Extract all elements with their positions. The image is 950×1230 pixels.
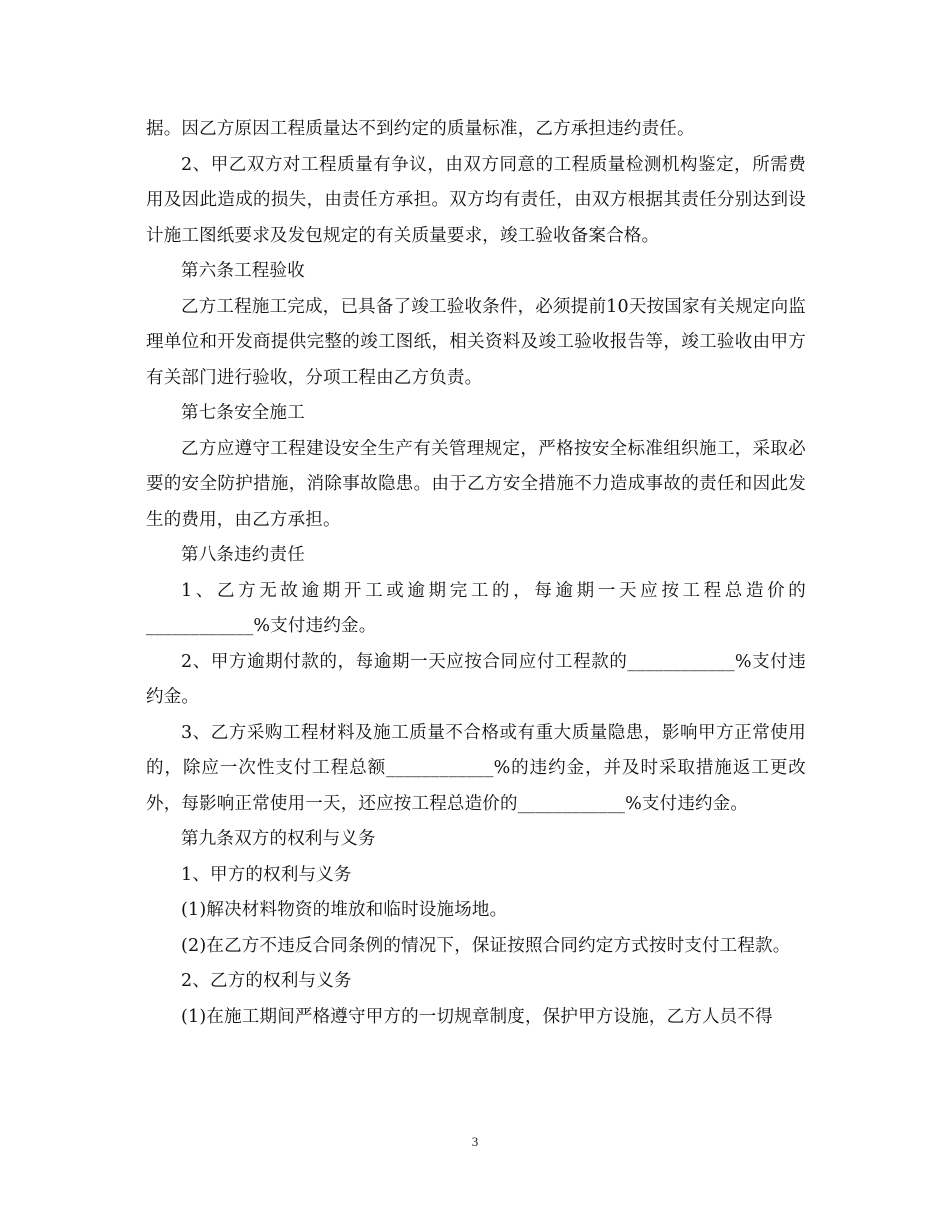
section-heading: 第八条违约责任 bbox=[181, 545, 305, 565]
list-item: (2)在乙方不违反合同条例的情况下，保证按照合同约定方式按时支付工程款。 bbox=[181, 935, 791, 956]
paragraph: 2、甲方逾期付款的，每逾期一天应按合同应付工程款的____________%支付违约金。 bbox=[146, 651, 806, 707]
paragraph: 乙方应遵守工程建设安全生产有关管理规定，严格按安全标准组织施工，采取必要的安全防护措施，消除事故隐患。由于乙方安全措施不力造成事故的责任和因此发生的费用，由乙方承担。 bbox=[146, 438, 806, 530]
section-heading: 第七条安全施工 bbox=[181, 403, 305, 423]
subheading: 2、乙方的权利与义务 bbox=[181, 971, 352, 991]
subheading: 1、甲方的权利与义务 bbox=[181, 864, 352, 885]
list-item: (1)解决材料物资的堆放和临时设施场地。 bbox=[181, 900, 508, 920]
section-heading: 第九条双方的权利与义务 bbox=[181, 829, 376, 849]
list-item: (1)在施工期间严格遵守甲方的一切规章制度，保护甲方设施，乙方人员不得 bbox=[181, 1006, 773, 1027]
paragraph: 1、乙方无故逾期开工或逾期完工的，每逾期一天应按工程总造价的____________%支付违约金。 bbox=[146, 580, 806, 636]
page-number: 3 bbox=[471, 1134, 479, 1149]
paragraph: 3、乙方采购工程材料及施工质量不合格或有重大质量隐患，影响甲方正常使用的，除应一次性支付工程总额____________%的违约金，并及时采取措施返工更改外，每影响正常使用一天，还应按工程总造价的____________%支付违约金。 bbox=[146, 722, 806, 814]
document-body bbox=[146, 112, 806, 1035]
section-heading: 第六条工程验收 bbox=[181, 261, 305, 281]
paragraph: 2、甲乙双方对工程质量有争议，由双方同意的工程质量检测机构鉴定，所需费用及因此造成的损失，由责任方承担。双方均有责任，由双方根据其责任分别达到设计施工图纸要求及发包规定的有关质量要求，竣工验收备案合格。 bbox=[146, 154, 806, 246]
paragraph: 乙方工程施工完成，已具备了竣工验收条件，必须提前10天按国家有关规定向监理单位和开发商提供完整的竣工图纸，相关资料及竣工验收报告等，竣工验收由甲方有关部门进行验收，分项工程由乙方负责。 bbox=[146, 296, 806, 388]
paragraph: 据。因乙方原因工程质量达不到约定的质量标准，乙方承担违约责任。 bbox=[146, 119, 695, 139]
